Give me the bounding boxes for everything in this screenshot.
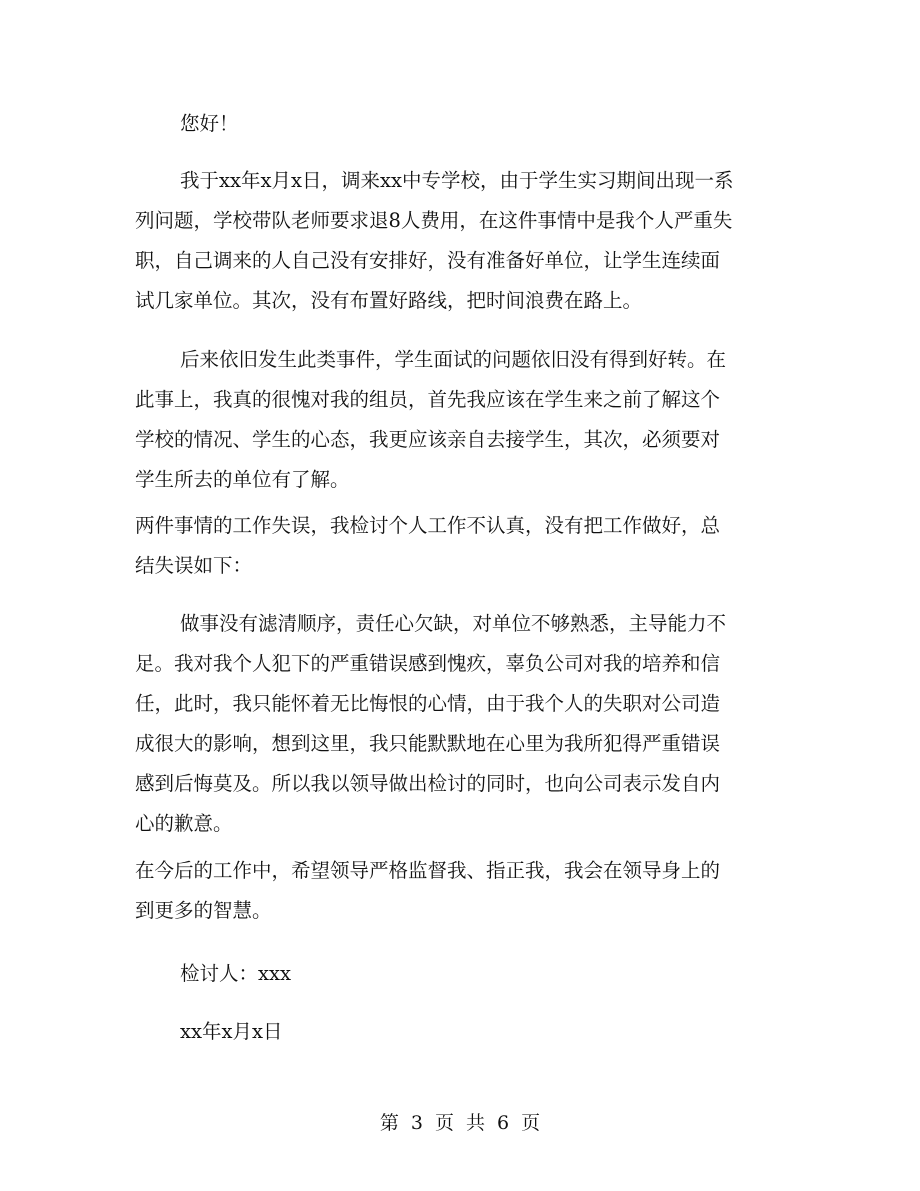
paragraph-line: 在今后的工作中，希望领导严格监督我、指正我，我会在领导身上的 (135, 859, 721, 882)
date-line: xx年x月x日 (180, 1020, 283, 1043)
paragraph-line: 成很大的影响，想到这里，我只能默默地在心里为我所犯得严重错误 (135, 732, 721, 755)
paragraph-line: 后来依旧发生此类事件，学生面试的问题依旧没有得到好转。在 (180, 348, 727, 371)
paragraph-line: 职，自己调来的人自己没有安排好，没有准备好单位，让学生连续面 (135, 249, 721, 272)
paragraph-1 (135, 161, 775, 321)
paragraph-line: 到更多的智慧。 (135, 899, 272, 922)
date (135, 1012, 775, 1052)
paragraph-line: 我于xx年x月x日，调来xx中专学校，由于学生实习期间出现一系 (180, 169, 734, 192)
paragraph-line: 做事没有滤清顺序，责任心欠缺，对单位不够熟悉，主导能力不 (180, 612, 727, 635)
page-footer: 第 3 页 共 6 页 (379, 1112, 541, 1134)
paragraph-line: 任，此时，我只能怀着无比悔恨的心情，由于我个人的失职对公司造 (135, 692, 721, 715)
paragraph-line: 两件事情的工作失误，我检讨个人工作不认真，没有把工作做好，总 (135, 514, 721, 537)
paragraph-line: 学生所去的单位有了解。 (135, 468, 350, 491)
paragraph-5 (135, 851, 775, 931)
greeting (135, 104, 775, 144)
paragraph-line: 此事上，我真的很愧对我的组员，首先我应该在学生来之前了解这个 (135, 388, 721, 411)
paragraph-3 (135, 506, 775, 586)
signature (135, 954, 775, 994)
paragraph-line: 试几家单位。其次，没有布置好路线，把时间浪费在路上。 (135, 289, 643, 312)
paragraph-line: 心的歉意。 (135, 812, 233, 835)
paragraph-line: 结失误如下： (135, 554, 253, 577)
paragraph-line: 学校的情况、学生的心态，我更应该亲自去接学生，其次，必须要对 (135, 428, 721, 451)
signature-line: 检讨人：xxx (180, 962, 291, 985)
paragraph-line: 列问题，学校带队老师要求退8人费用，在这件事情中是我个人严重失 (135, 209, 733, 232)
paragraph-line: 感到后悔莫及。所以我以领导做出检讨的同时，也向公司表示发自内 (135, 772, 721, 795)
paragraph-4 (135, 604, 775, 844)
greeting-line: 您好！ (180, 112, 239, 135)
paragraph-line: 足。我对我个人犯下的严重错误感到愧疚，辜负公司对我的培养和信 (135, 652, 721, 675)
paragraph-2 (135, 340, 775, 500)
